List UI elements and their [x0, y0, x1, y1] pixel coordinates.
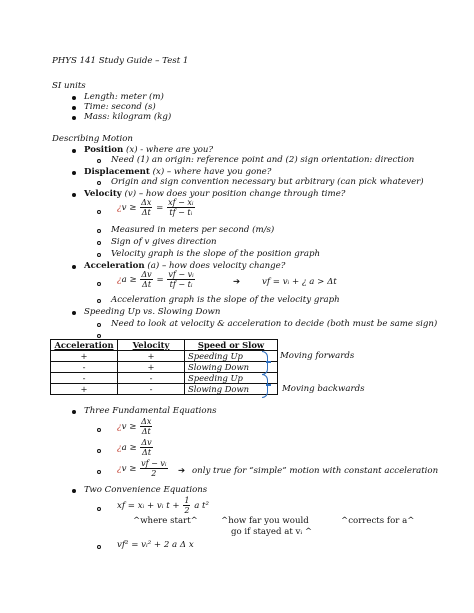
table-cell: Speeding Up [185, 351, 278, 362]
displacement-line [84, 167, 271, 177]
note-moving-backwards: Moving backwards [282, 384, 365, 394]
convenience-eq-1 [117, 496, 209, 515]
circle-bullet-icon [97, 545, 101, 549]
table-cell: Speeding Up [185, 373, 278, 384]
table-header: Velocity [118, 340, 185, 351]
circle-bullet-icon [97, 428, 101, 432]
position-sub: Need (1) an origin: reference point and (2) sign orientation: direction [111, 155, 415, 165]
fundamental-eq3-fraction: $\frac{\text{vf − vᵢ}}{2}$ [141, 459, 167, 478]
fundamental-eq3-note: only true for “simple” motion with constant acceleration [192, 466, 439, 476]
circle-bullet-icon [97, 507, 101, 511]
table-cell: - [51, 362, 118, 373]
page-title: PHYS 141 Study Guide – Test 1 [52, 56, 189, 66]
circle-bullet-icon [97, 253, 101, 257]
note-where-start: ^where start^ [133, 516, 198, 526]
displacement-label: Displacement [84, 167, 150, 177]
position-line [84, 145, 213, 155]
velocity-label: Velocity [84, 189, 122, 199]
fundamental-eq-1 [117, 417, 153, 436]
displacement-sub: Origin and sign convention necessary but arbitrary (can pick whatever) [111, 177, 424, 187]
table-row [51, 351, 278, 362]
table-cell: - [118, 373, 185, 384]
note-corrects-for-a: ^corrects for a^ [341, 516, 415, 526]
table-header-row [51, 340, 278, 351]
bullet-icon [72, 106, 76, 110]
acceleration-fraction-2: $\frac{\text{vf − vᵢ}}{\text{tf − tᵢ}}$ [168, 270, 194, 289]
question-glyph: ¿ [117, 464, 122, 474]
acceleration-sub: Acceleration graph is the slope of the velocity graph [111, 295, 340, 305]
circle-bullet-icon [97, 299, 101, 303]
question-glyph: ¿ [117, 422, 122, 432]
question-glyph: ¿ [117, 443, 122, 453]
bullet-icon [72, 171, 76, 175]
right-arrow-icon: ➔ [233, 277, 241, 287]
si-mass: Mass: kilogram (kg) [84, 112, 172, 122]
velocity-eq-lhs: v ≥ [121, 203, 137, 213]
circle-bullet-icon [97, 210, 101, 214]
circle-bullet-icon [97, 282, 101, 286]
position-label: Position [84, 145, 124, 155]
acceleration-fraction-1: $\frac{\Delta v}{\Delta t}$ [141, 270, 152, 289]
speed-table [50, 339, 278, 395]
acceleration-eq-lhs: a ≥ [121, 275, 137, 285]
convenience-eq1-left: xf = xᵢ + vᵢ t + [117, 501, 180, 511]
table-cell: + [118, 351, 185, 362]
motion-heading: Describing Motion [52, 134, 133, 144]
acceleration-equation [117, 270, 196, 289]
bullet-icon [72, 116, 76, 120]
fundamental-heading: Three Fundamental Equations [84, 406, 217, 416]
table-cell: Slowing Down [185, 384, 278, 395]
table-row [51, 384, 278, 395]
table-cell: Slowing Down [185, 362, 278, 373]
velocity-equation [117, 198, 196, 217]
equals-sign: = [156, 275, 164, 285]
speeding-sub: Need to look at velocity & acceleration to decide (both must be same sign) [111, 319, 438, 329]
question-glyph: ¿ [117, 203, 122, 213]
bullet-icon [72, 311, 76, 315]
brace-backward-icon [262, 374, 268, 398]
question-glyph: ¿ [117, 275, 122, 285]
fundamental-eq1-fraction: $\frac{\Delta x}{\Delta t}$ [141, 417, 152, 436]
note-moving-forwards: Moving forwards [280, 351, 355, 361]
circle-bullet-icon [97, 449, 101, 453]
table-header: Acceleration [51, 340, 118, 351]
circle-bullet-icon [97, 334, 101, 338]
circle-bullet-icon [97, 159, 101, 163]
speeding-label: Speeding Up vs. Slowing Down [84, 307, 221, 317]
si-time: Time: second (s) [84, 102, 156, 112]
convenience-eq-2: vf² = vᵢ² + 2 a Δ x [117, 540, 194, 550]
velocity-sub-1: Measured in meters per second (m/s) [111, 225, 275, 235]
note-how-far: ^how far you would [221, 516, 309, 526]
brace-tip-icon [266, 361, 271, 363]
table-cell: - [118, 384, 185, 395]
bullet-icon [72, 489, 76, 493]
velocity-fraction-1: $\frac{\Delta x}{\Delta t}$ [141, 198, 152, 217]
si-length: Length: meter (m) [84, 92, 164, 102]
fundamental-eq-3 [117, 459, 169, 478]
velocity-sub-3: Velocity graph is the slope of the position graph [111, 249, 321, 259]
position-desc: (x) - where are you? [123, 145, 214, 155]
circle-bullet-icon [97, 323, 101, 327]
fundamental-eq1-lhs: v ≥ [121, 422, 137, 432]
velocity-sub-2: Sign of v gives direction [111, 237, 217, 247]
fundamental-eq3-lhs: v ≥ [121, 464, 137, 474]
equals-sign: = [156, 203, 164, 213]
fundamental-eq-2 [117, 438, 154, 457]
table-cell: + [118, 362, 185, 373]
table-row [51, 373, 278, 384]
circle-bullet-icon [97, 181, 101, 185]
acceleration-label: Acceleration [84, 261, 145, 271]
convenience-eq1-fraction: $\frac{1}{2}$ [184, 496, 190, 515]
circle-bullet-icon [97, 470, 101, 474]
bullet-icon [72, 265, 76, 269]
bullet-icon [72, 149, 76, 153]
brace-tip-icon [266, 384, 271, 386]
convenience-heading: Two Convenience Equations [84, 485, 208, 495]
right-arrow-icon: ➔ [178, 466, 186, 476]
si-units-heading: SI units [52, 81, 86, 91]
convenience-eq1-right: a t² [194, 501, 209, 511]
acceleration-eq-right: vf = vᵢ + ¿ a > Δt [262, 277, 337, 287]
fundamental-eq2-lhs: a ≥ [121, 443, 137, 453]
circle-bullet-icon [97, 241, 101, 245]
table-header: Speed or Slow [185, 340, 278, 351]
brace-forward-icon [262, 351, 268, 375]
bullet-icon [72, 193, 76, 197]
fundamental-eq2-fraction: $\frac{\Delta v}{\Delta t}$ [141, 438, 152, 457]
bullet-icon [72, 410, 76, 414]
circle-bullet-icon [97, 229, 101, 233]
displacement-desc: (x) – where have you gone? [149, 167, 272, 177]
table-cell: - [51, 373, 118, 384]
velocity-fraction-2: $\frac{\text{xf − xᵢ}}{\text{tf − tᵢ}}$ [168, 198, 194, 217]
note-if-stayed: go if stayed at vᵢ ^ [231, 527, 313, 537]
table-cell: + [51, 384, 118, 395]
acceleration-desc: (a) – how does velocity change? [144, 261, 286, 271]
bullet-icon [72, 96, 76, 100]
velocity-desc: (v) – how does your position change through time? [121, 189, 346, 199]
table-cell: + [51, 351, 118, 362]
table-row [51, 362, 278, 373]
